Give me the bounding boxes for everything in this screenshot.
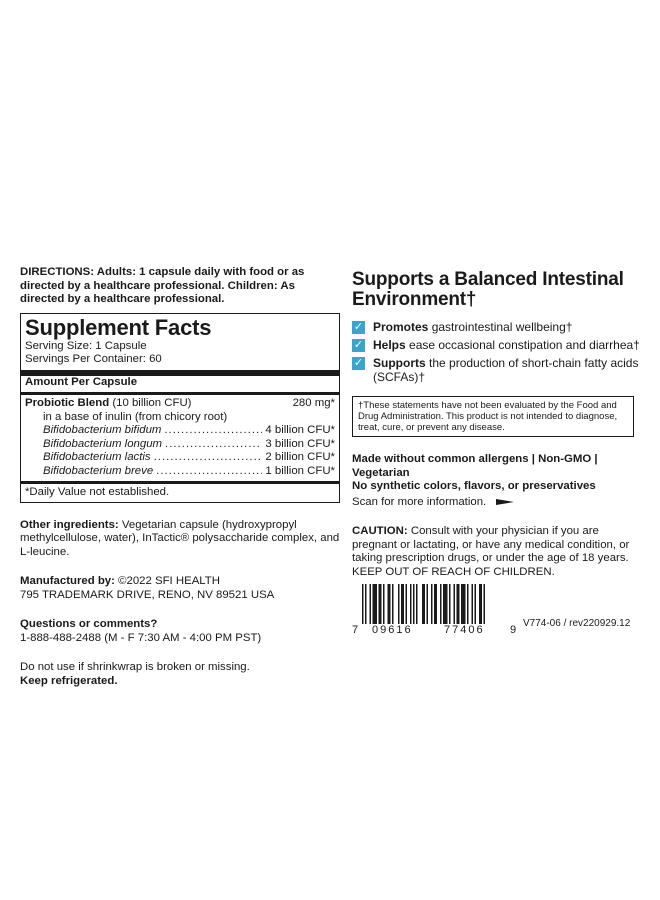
- barcode-bar: [443, 584, 448, 624]
- leader-dots: [154, 451, 263, 465]
- strain-amount: 4 billion CFU*: [265, 424, 335, 436]
- barcode-bar: [454, 584, 456, 624]
- barcode-bar: [457, 584, 460, 624]
- medium-rule: [21, 481, 339, 484]
- inulin-base: in a base of inulin (from chicory root): [43, 410, 228, 423]
- strain-row: [25, 465, 335, 479]
- checkmark-icon: ✓: [353, 339, 364, 351]
- questions-label: Questions or comments?: [20, 618, 158, 630]
- benefit-text: ease occasional constipation and diarrhea†: [405, 338, 640, 352]
- left-column: [20, 266, 340, 688]
- benefit-bold: Supports: [373, 356, 426, 370]
- barcode-bar: [398, 584, 400, 624]
- barcode-bar: [388, 584, 391, 624]
- phone: 1-888-488-2488 (M - F 7:30 AM - 4:00 PM PST): [20, 631, 262, 644]
- allergen-block: [352, 453, 644, 509]
- barcode-bar: [383, 584, 385, 624]
- address: 795 TRADEMARK DRIVE, RENO, NV 89521 USA: [20, 588, 275, 601]
- strain-name: Bifidobacterium lactis: [43, 451, 151, 463]
- barcode-bar: [449, 584, 451, 624]
- right-column: [352, 270, 644, 579]
- barcode-bar: [467, 584, 469, 624]
- heading-line-2: Environment†: [352, 289, 477, 310]
- leader-dots: [165, 438, 262, 452]
- version-code: V774-06 / rev220929.12: [523, 618, 631, 629]
- barcode-check-digit: 9: [510, 624, 517, 636]
- barcode-bar: [479, 584, 482, 624]
- barcode-bar: [413, 584, 415, 624]
- caution-text: Consult with your physician if you are pregnant or lactating, or have any medical condition, or taking prescription drugs, or under the age of 18 years. KEEP OUT OF REACH OF CHILDREN.: [352, 525, 630, 578]
- barcode-right-group: 77406: [444, 624, 485, 636]
- barcode-bar: [422, 584, 425, 624]
- strain-amount: 2 billion CFU*: [265, 451, 335, 463]
- serving-size: Serving Size: 1 Capsule: [25, 339, 147, 352]
- shrinkwrap-warning: Do not use if shrinkwrap is broken or missing.: [20, 661, 250, 673]
- scan-info: [352, 496, 644, 510]
- blend-cfu: (10 billion CFU): [112, 397, 192, 409]
- barcode-left-group: 09616: [372, 624, 413, 636]
- other-ingredients-text: Vegetarian capsule (hydroxypropyl methylcellulose, water), InTactic® polysaccharide complex, and L-leucine.: [20, 518, 340, 558]
- medium-rule: [21, 392, 339, 395]
- barcode: [352, 584, 524, 636]
- barcode-bar: [475, 584, 477, 624]
- other-ingredients: [20, 519, 340, 560]
- scan-text: Scan for more information.: [352, 495, 487, 508]
- strain-name: Bifidobacterium breve: [43, 464, 154, 477]
- allergens-line-2: No synthetic colors, flavors, or preservatives: [352, 480, 596, 492]
- benefit-bold: Promotes: [373, 320, 429, 334]
- barcode-bar: [431, 584, 433, 624]
- blend-name: Probiotic Blend: [25, 397, 110, 409]
- barcode-bar: [406, 584, 408, 624]
- supplement-facts-title: Supplement Facts: [25, 314, 212, 340]
- barcode-bar: [472, 584, 474, 624]
- leader-dots: [164, 424, 262, 438]
- benefit-bold: Helps: [373, 338, 406, 352]
- barcode-bar: [370, 584, 372, 624]
- barcode-bar: [410, 584, 412, 624]
- barcode-bar: [392, 584, 394, 624]
- directions: DIRECTIONS: Adults: 1 capsule daily with food or as directed by a healthcare professional. Children: As directed by a healthcare professional.: [20, 266, 305, 305]
- barcode-bar: [416, 584, 418, 624]
- benefit-item: [352, 338, 644, 352]
- checkmark-icon: ✓: [353, 321, 364, 333]
- barcode-bars: [352, 584, 524, 624]
- strain-name: Bifidobacterium bifidum: [43, 424, 162, 436]
- benefit-item: [352, 320, 644, 334]
- blend-amount: 280 mg*: [292, 397, 335, 409]
- manufactured-by: ©2022 SFI HEALTH: [118, 575, 220, 587]
- amount-per-capsule-header: Amount Per Capsule: [25, 375, 138, 388]
- benefit-text: the production of short-chain fatty acids (SCFAs)†: [373, 356, 639, 384]
- refrigerate-note: Keep refrigerated.: [20, 674, 118, 687]
- benefit-text: gastrointestinal wellbeing†: [428, 320, 573, 334]
- strain-row: [25, 438, 335, 452]
- manufactured-label: Manufactured by:: [20, 575, 115, 587]
- fda-disclaimer: †These statements have not been evaluated by the Food and Drug Administration. This product is not intended to diagnose, treat, cure, or prevent any disease.: [352, 396, 634, 437]
- barcode-bar: [440, 584, 442, 624]
- probiotic-blend-row: [25, 397, 335, 411]
- benefit-item: [352, 356, 644, 384]
- caution-label: CAUTION:: [352, 525, 408, 537]
- questions-block: [20, 618, 340, 645]
- strain-amount: 3 billion CFU*: [265, 437, 335, 450]
- servings-per-container: Servings Per Container: 60: [25, 353, 162, 365]
- manufacturer-block: [20, 575, 340, 602]
- other-ingredients-label: Other ingredients:: [20, 518, 119, 531]
- strain-row: [25, 424, 335, 438]
- strain-amount: 1 billion CFU*: [265, 464, 335, 477]
- barcode-bar: [373, 584, 378, 624]
- storage-block: [20, 661, 340, 688]
- barcode-bar: [434, 584, 437, 624]
- arrow-right-icon: [496, 499, 514, 505]
- caution-block: [352, 525, 644, 579]
- heading-line-1: Supports a Balanced Intestinal: [352, 269, 624, 290]
- strain-row: [25, 451, 335, 465]
- barcode-bar: [484, 584, 486, 624]
- barcode-bar: [461, 584, 466, 624]
- barcode-bar: [401, 584, 404, 624]
- barcode-bar: [365, 584, 367, 624]
- allergens-line-1: Made without common allergens | Non-GMO | Vegetarian: [352, 453, 598, 479]
- barcode-first-digit: 7: [352, 624, 359, 636]
- barcode-bar: [379, 584, 382, 624]
- benefits-heading: [352, 270, 644, 310]
- strain-name: Bifidobacterium longum: [43, 437, 163, 450]
- barcode-bar: [362, 584, 364, 624]
- barcode-bar: [427, 584, 429, 624]
- leader-dots: [156, 465, 262, 479]
- checkmark-icon: ✓: [353, 357, 364, 369]
- daily-value-footnote: *Daily Value not established.: [25, 486, 170, 498]
- supplement-facts-panel: [20, 313, 340, 503]
